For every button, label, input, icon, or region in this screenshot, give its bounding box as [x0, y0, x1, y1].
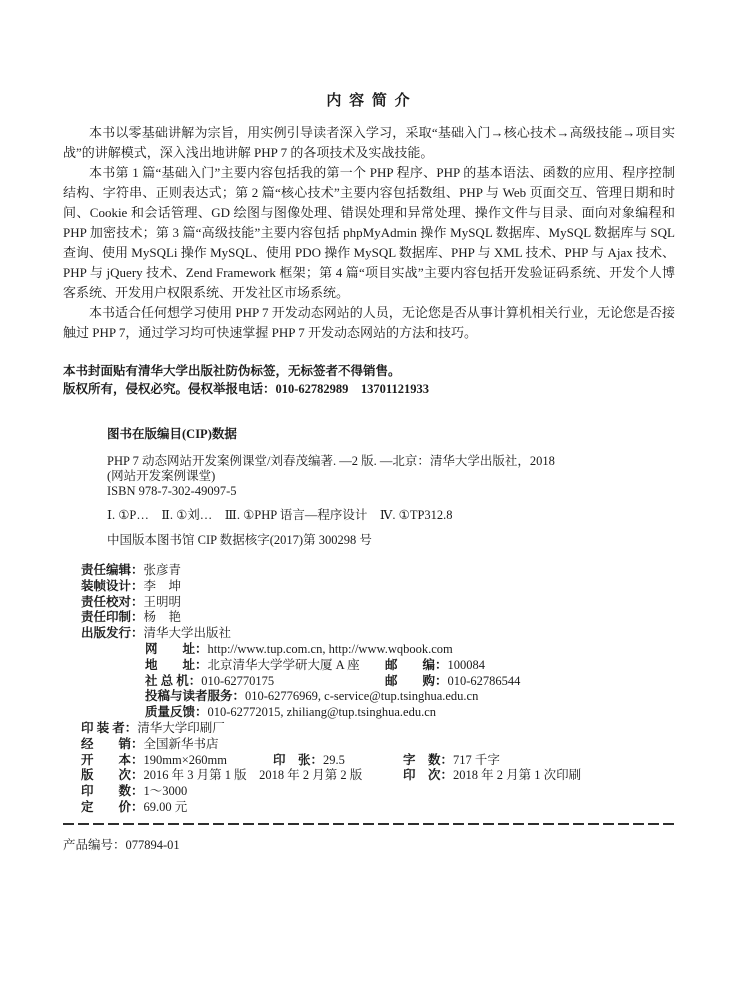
- imprint-label: 邮 编：: [385, 657, 448, 672]
- imprint-label: 地 址：: [145, 657, 208, 672]
- imprint-label: 印 数：: [81, 784, 144, 799]
- imprint-value: 010-62772015, zhiliang@tup.tsinghua.edu.cn: [207, 705, 437, 720]
- imprint-value: 北京清华大学学研大厦 A 座: [207, 657, 360, 672]
- imprint-value: 2018 年 2 月第 1 次印刷: [453, 768, 582, 783]
- imprint-row-address: [81, 658, 675, 674]
- cip-line: ISBN 978-7-302-49097-5: [107, 484, 237, 498]
- cip-heading: 图书在版编目(CIP)数据: [107, 427, 237, 441]
- product-number-value: 077894-01: [125, 837, 180, 852]
- imprint-value: 王明明: [143, 594, 182, 609]
- summary-paragraph: 本书适合任何想学习使用 PHP 7 开发动态网站的人员，无论您是否从事计算机相关行业，无论您是否接触过 PHP 7，通过学习均可快速掌握 PHP 7 开发动态网站的方法和技巧。: [63, 305, 675, 340]
- imprint-label: 质量反馈：: [145, 705, 208, 720]
- imprint-row-price: [81, 800, 675, 816]
- dashed-divider: [63, 823, 675, 825]
- imprint-row-proofreader: [81, 595, 675, 611]
- imprint-label: 投稿与读者服务：: [145, 689, 246, 704]
- imprint-value: 杨 艳: [143, 610, 182, 625]
- publisher-url: http://www.tup.com.cn, http://www.wqbook.com: [207, 641, 453, 656]
- imprint-col3: [403, 768, 581, 784]
- imprint-value: 190mm×260mm: [143, 752, 227, 767]
- cip-line: PHP 7 动态网站开发案例课堂/刘春茂编著. —2 版. —北京：清华大学出版社，2018: [107, 454, 555, 468]
- imprint-value: 69.00 元: [143, 799, 188, 814]
- page-title: 内 容 简 介: [326, 93, 412, 109]
- imprint-value: 全国新华书店: [143, 736, 219, 751]
- imprint-value: 717 千字: [453, 752, 500, 767]
- imprint-row-publisher: [81, 626, 675, 642]
- imprint-label: 印 装 者：: [81, 720, 138, 735]
- imprint-value: 100084: [447, 657, 486, 672]
- imprint-label: 开 本：: [81, 752, 144, 767]
- notice-line: 版权所有，侵权必究。侵权举报电话：010-62782989 13701121933: [63, 381, 429, 396]
- cip-block: [107, 426, 675, 548]
- imprint-label: 出版发行：: [81, 626, 144, 641]
- imprint-label: 社 总 机：: [145, 673, 202, 688]
- imprint-label: 印 张：: [273, 752, 324, 767]
- imprint-row-switchboard: [81, 674, 675, 690]
- content-summary: [63, 123, 675, 343]
- cip-record-number: 中国版本图书馆 CIP 数据核字(2017)第 300298 号: [107, 533, 372, 547]
- imprint-row-edition: [81, 768, 675, 784]
- imprint-value: 29.5: [323, 752, 345, 767]
- imprint-row-quality-feedback: [81, 705, 675, 721]
- notice-line: 本书封面贴有清华大学出版社防伪标签，无标签者不得销售。: [63, 364, 401, 378]
- imprint-col2: [273, 753, 345, 769]
- imprint-label: 版 次：: [81, 768, 144, 783]
- imprint-value: 清华大学出版社: [143, 626, 232, 641]
- imprint-value: 清华大学印刷厂: [137, 720, 225, 735]
- imprint-row-design: [81, 579, 675, 595]
- imprint-value: 2016 年 3 月第 1 版 2018 年 2 月第 2 版: [143, 768, 363, 783]
- imprint-label: 装帧设计：: [81, 578, 144, 593]
- imprint-label: 网 址：: [145, 641, 208, 656]
- imprint-label: 邮 购：: [385, 673, 448, 688]
- anti-piracy-notice: [63, 363, 675, 398]
- imprint-row-distributor: [81, 737, 675, 753]
- imprint-value: 010-62770175: [201, 673, 275, 688]
- imprint-label: 定 价：: [81, 799, 144, 814]
- imprint-row-reader-service: [81, 689, 675, 705]
- imprint-value: 李 坤: [143, 578, 182, 593]
- imprint-label: 责任印制：: [81, 610, 144, 625]
- cip-classification: Ⅰ. ①P… Ⅱ. ①刘… Ⅲ. ①PHP 语言—程序设计 Ⅳ. ①TP312.8: [107, 508, 453, 522]
- imprint-col3: [403, 753, 500, 769]
- product-number-label: 产品编号：: [63, 837, 126, 852]
- summary-paragraph: 本书第 1 篇“基础入门”主要内容包括我的第一个 PHP 程序、PHP 的基本语法、函数的应用、程序控制结构、字符串、正则表达式；第 2 篇“核心技术”主要内容包括数组、PHP 与 Web 页面交互、管理日期和时间、Cookie 和会话管理、GD 绘图与图像处理、错误处理和异常处理、操作文件与目录、面向对象编程和 PHP 加密技术；第 3 篇“高级技能”主要内容包括 phpMyAdmin 操作 MySQL 数据库、MySQL 数据库与 SQL 查询、使用 MySQLi 操作 MySQL、使用 PDO 操作 MySQL 数据库、PHP 与 XML 技术、PHP 与 Ajax 技术、PHP 与 jQuery 技术、Zend Framework 框架；第 4 篇“项目实战”主要内容包括开发验证码系统、开发个人博客系统、开发用户权限系统、开发社区市场系统。: [63, 165, 675, 300]
- imprint-block: [81, 563, 675, 816]
- imprint-label: 责任编辑：: [81, 563, 144, 577]
- product-number-row: [63, 837, 675, 853]
- imprint-col2: [385, 658, 485, 674]
- imprint-row-website: [81, 642, 675, 658]
- imprint-row-editor: [81, 563, 675, 579]
- imprint-label: 责任校对：: [81, 594, 144, 609]
- imprint-label: 印 次：: [403, 768, 454, 783]
- imprint-value: 010-62786544: [447, 673, 521, 688]
- cip-line: (网站开发案例课堂): [107, 469, 216, 483]
- imprint-value: 1～3000: [143, 784, 188, 799]
- imprint-value: 张彦青: [143, 563, 182, 577]
- imprint-label: 经 销：: [81, 736, 144, 751]
- imprint-label: 字 数：: [403, 752, 454, 767]
- cip-lines: [107, 454, 675, 499]
- imprint-row-print-run: [81, 784, 675, 800]
- summary-paragraph: 本书以零基础讲解为宗旨，用实例引导读者深入学习，采取“基础入门→核心技术→高级技能→项目实战”的讲解模式，深入浅出地讲解 PHP 7 的各项技术及实战技能。: [63, 125, 675, 160]
- imprint-row-print-supervisor: [81, 610, 675, 626]
- imprint-value: 010-62776969, c-service@tup.tsinghua.edu.cn: [245, 689, 479, 704]
- imprint-row-format: [81, 753, 675, 769]
- imprint-col2: [385, 674, 520, 690]
- imprint-row-printer: [81, 721, 675, 737]
